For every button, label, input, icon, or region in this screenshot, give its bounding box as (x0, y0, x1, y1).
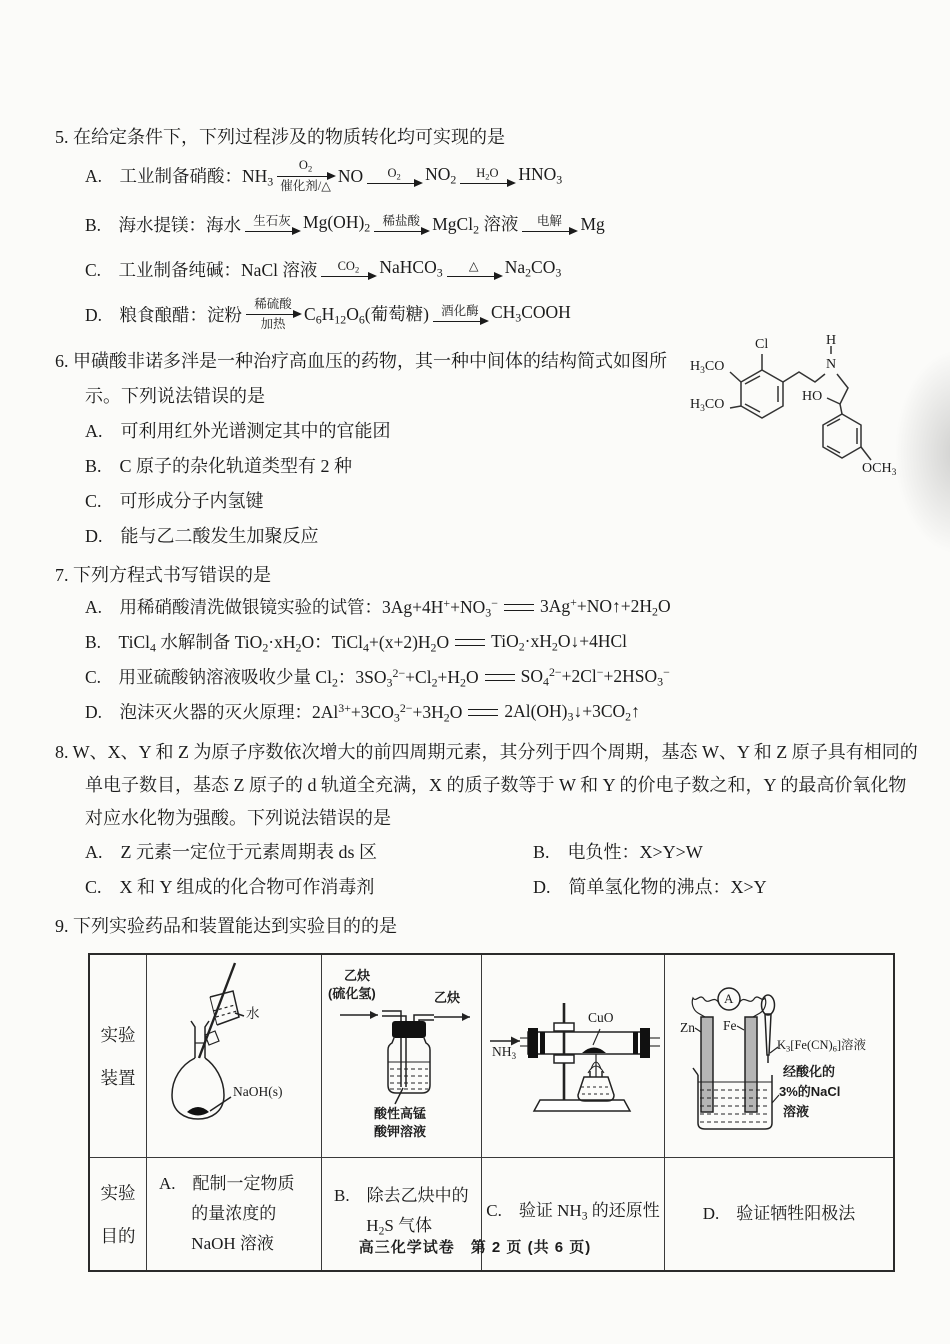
amine-n-label: N (826, 357, 837, 372)
question-7-option-a: A. 用稀硝酸清洗做银镜实验的试管：$3Ag+4H^++NO_3^-$ $3Ag^++NO↑+2H_2O$ (85, 595, 671, 620)
page-footer: 高三化学试卷 第 2 页 (共 6 页) (358, 1239, 592, 1256)
question-7-stem: 7. 下列方程式书写错误的是 (55, 565, 271, 585)
hydroxyl-label: HO (802, 389, 823, 404)
exam-content (55, 116, 919, 1272)
kmno4-solution-label-line1: 酸性高锰 (374, 1106, 427, 1121)
purpose-d-text: D. 验证牺牲阳极法 (702, 1204, 856, 1223)
question-5-option-b: B. 海水提镁：海水 生石灰 $Mg(OH)_2$ 稀盐酸 MgCl$_2$ 溶液 电解 Mg (85, 212, 605, 237)
nacl-solution-label: 3%的NaCl (779, 1084, 841, 1099)
para-methoxy-label: $OCH_3$ (862, 461, 897, 478)
question-6-option-c: C. 可形成分子内氢键 (85, 491, 264, 511)
question-5-option-c: C. 工业制备纯碱：NaCl 溶液 $CO_2$ NaHCO$_3$ △ $Na_2CO_3$ (85, 257, 562, 280)
experiment-table (88, 953, 895, 1272)
purpose-b-text: B. 除去乙炔中的 $H_2S$ 气体 (334, 1186, 469, 1238)
apparatus-d-galvanic-cell-diagram (665, 955, 893, 1158)
amine-h-label: H (826, 333, 837, 348)
question-5-stem: 5. 在给定条件下，下列过程涉及的物质转化均可实现的是 (55, 127, 505, 147)
table-header-apparatus: 实验 装置 (90, 955, 147, 1158)
apparatus-a-flask-diagram (147, 955, 322, 1158)
question-8-option-a: A. Z 元素一定位于元素周期表 ds 区 (85, 842, 377, 862)
question-7-option-c: C. 用亚硫酸钠溶液吸收少量 $Cl_2$：$3SO_3^{2-}+Cl_2+H_2O$ $SO_4^{2-}+2Cl^-+2HSO_3^-$ (85, 665, 670, 690)
solution-label: 溶液 (783, 1104, 810, 1119)
question-8-options-ab (55, 835, 919, 870)
ammeter-label: A (724, 991, 734, 1006)
question-9-stem: 9. 下列实验药品和装置能达到实验目的的是 (55, 916, 397, 936)
galvanic-cell-drawing (665, 955, 893, 1158)
purpose-c-text: C. 验证 $NH_3$ 的还原性 (486, 1201, 660, 1223)
question-8-option-c: C. X 和 Y 组成的化合物可作消毒剂 (85, 877, 375, 897)
methoxy-top-label: $H_3CO$ (690, 359, 725, 376)
iron-electrode-label: Fe (723, 1018, 737, 1033)
naoh-solid-label: NaOH(s) (233, 1084, 283, 1099)
zinc-electrode-label: Zn (680, 1020, 695, 1035)
acetylene-in-label: 乙炔 (344, 968, 371, 983)
question-6-option-a: A. 可利用红外光谱测定其中的官能团 (85, 421, 391, 441)
question-8-option-b: B. 电负性：X>Y>W (533, 842, 703, 862)
acidified-label: 经酸化的 (783, 1064, 836, 1079)
nh3-label: $NH_3$ (492, 1044, 517, 1061)
kmno4-solution-label-line2: 酸钾溶液 (374, 1124, 427, 1139)
question-6-option-d: D. 能与乙二酸发生加聚反应 (85, 526, 319, 546)
methoxy-bottom-label: $H_3CO$ (690, 397, 725, 414)
question-7-option-d: D. 泡沫灭火器的灭火原理：$2Al^{3+}+3CO_3^{2-}+3H_2O$ $2Al(OH)_3↓+3CO_2↑$ (85, 700, 640, 725)
apparatus-b-wash-bottle-diagram (322, 955, 482, 1158)
question-6-stem: 6. 甲磺酸非诺多泮是一种治疗高血压的药物，其一种中间体的结构简式如图所示。下列说法错误的是 (55, 351, 667, 406)
question-6 (55, 344, 691, 554)
question-6-option-b: B. C 原子的杂化轨道类型有 2 种 (85, 456, 353, 476)
water-label: 水 (246, 1006, 260, 1021)
apparatus-c-cuo-tube-diagram (482, 955, 665, 1158)
fenoldopam-intermediate-structure (690, 334, 902, 512)
question-7-option-b: B. TiCl$_4$ 水解制备 $TiO_2\cdot xH_2O$：$TiCl_4+(x+2)H_2O$ $TiO_2\cdot xH_2O↓+4HCl$ (85, 630, 628, 655)
purpose-a-text: A. 配制一定物质的量浓度的 NaOH 溶液 (159, 1174, 295, 1253)
question-8-stem: 8. W、X、Y 和 Z 为原子序数依次增大的前四周期元素，其分列于四个周期，基态 W、Y 和 Z 原子具有相同的单电子数目，基态 Z 原子的 d 轨道全充满，X 的质子数等于 W 和 Y 的价电子数之和，Y 的最高价氧化物对应水化物为强酸。下列说法错误的是 (55, 742, 918, 828)
flask-beaker-drawing (147, 955, 322, 1158)
ferricyanide-solution-label: $K_3[Fe(CN)_6]$溶液 (777, 1038, 867, 1054)
cuo-label: CuO (588, 1010, 614, 1025)
table-header-purpose: 实验 目的 (90, 1158, 147, 1270)
question-8-options-cd (55, 870, 919, 905)
question-5-option-a: A. 工业制备硝酸：$NH_3$ $O_2$ 催化剂/△ NO $O_2$ $NO_2$ $H_2O$ $HNO_3$ (85, 158, 563, 193)
chloro-label: Cl (755, 337, 769, 352)
acetylene-out-label: 乙炔 (434, 990, 461, 1005)
hydrogen-sulfide-label: (硫化氢) (328, 986, 376, 1001)
question-5-option-d: D. 粮食酿醋：淀粉 稀硫酸 加热 $C_6H_{12}O_6$(葡萄糖) 酒化酶 $CH_3COOH$ (85, 296, 571, 331)
question-8-option-d: D. 简单氢化物的沸点：X>Y (533, 877, 767, 897)
